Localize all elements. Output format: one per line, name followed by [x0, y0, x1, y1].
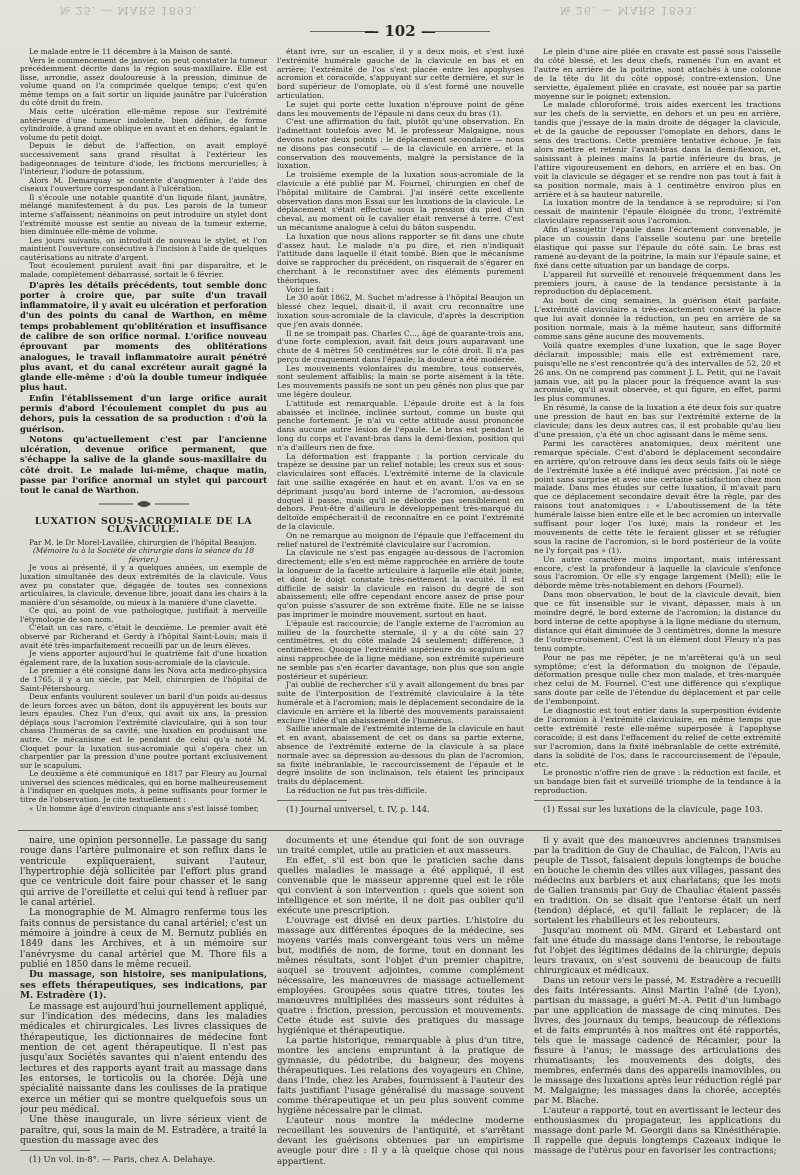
- paragraph: Le malade entre le 11 décembre à la Maison de santé.: [29, 48, 233, 56]
- section-ornament: [20, 496, 267, 512]
- top-column-1: [20, 48, 267, 823]
- paragraph: Le troisième exemple de la luxation sous-acromiale de la clavicule a été publié par M. Fournel, chirurgien en chef de l'hôpital militaire de Cambrai. J'ai inséré cette excellente observation dans mon Essai sur les luxations de la clavicule. Le déplacement s'était effectué sous la pression du pied d'un cheval, au moment où le cavalier était renversé à terre. C'est un mécanisme analogue à celui du bâton suspendu.: [277, 170, 524, 232]
- footnote-rule: [20, 1150, 90, 1151]
- paragraph: En effet, s'il est bon que le praticien sache dans quelles maladies le massage a été appliqué, il est convenable que le masseur apprenne quel est le rôle qui convient à son intervention : quels que soient son intelligence et son mérite, il ne doit pas oublier qu'il exécute une prescription.: [277, 856, 524, 917]
- paragraph: L'ouvrage est divisé en deux parties. L'histoire du massage aux différentes époques de la médecine, ses moyens variés mais convergeant tous vers un même but, modifiés de nom, de forme, tout en donnant les mêmes résultats, sont l'objet d'un premier chapitre, auquel se trouvent adjointes, comme complément nécessaire, les manœuvres de massage actuellement employées. Groupées sous quatre titres, toutes les manœuvres multipliées des masseurs sont réduites à quatre : friction, pression, percussion et mouvements. Cette étude est suivie des pratiques du massage hygiénique et thérapeutique.: [277, 916, 524, 1037]
- paragraph: Mais cette ulcération elle-même repose sur l'extrémité antérieure d'une tumeur indolente, bien définie, de forme cylindroïde, à grand axe oblique en avant et en dehors, égalant le volume du petit doigt.: [20, 107, 267, 142]
- page-header: [0, 22, 800, 42]
- paragraph: Un autre caractère moins important, mais intéressant encore, c'est la profondeur à laquelle la clavicule s'enfonce sous l'acromion. Or elle s'y engage largement (Mell); elle le déborde même très-notablement en dehors (Fournel).: [534, 554, 781, 591]
- paragraph: Le 30 août 1862, M. Suchet m'adresse à l'hôpital Beaujon un blessé chez lequel, disait-il, il avait cru reconnaître une luxation sous-acromiale de la clavicule, d'après la description que j'en avais donnée.: [277, 293, 524, 329]
- paragraph: Deux enfants voulurent soulever un baril d'un poids au-dessus de leurs forces avec un bâton, dont ils appuyèrent les bouts sur leurs épaules. Chez l'un d'eux, qui avait six ans, la pression déplaça sous l'acromion l'extrémité claviculaire, qui à son tour chassa l'humérus de sa cavité, une luxation en produisant une autre. Ce mécanisme est le pendant de celui qu'a noté M. Cloquet pour la luxation sus-acromiale qui s'opéra chez un charpentier par la pression d'une poutre portant exclusivement sur le scapulum.: [20, 692, 267, 770]
- paragraph: Le plein d'une aire pliée en cravate est passé sous l'aisselle du côté blessé, et les deux chefs, ramenés l'un en avant et l'autre en arrière de la poitrine, sont attachés à une colonne de la tête du lit du côté opposé; contre-extension. Une serviette, également pliée en cravate, est nouée par sa partie moyenne sur le poignet; extension.: [534, 48, 781, 101]
- paragraph: Il s'écoule une notable quantité d'un liquide filant, jaunâtre, mélangé manifestement à du pus. Les parois de la tumeur interne s'affaissent; néanmoins on peut introduire un stylet dont l'extrémité mousse est sentie au niveau de la tumeur externe, bien diminuée elle-même de volume.: [20, 192, 267, 237]
- paragraph: Le pronostic n'offre rien de grave : la réduction est facile, et un bandage bien fait et surveillé triomphe de la tendance à la reproduction.: [534, 768, 781, 796]
- paragraph: L'appareil fut surveillé et renouvelé fréquemment dans les premiers jours, à cause de la tendance persistante à la reproduction du déplacement.: [534, 269, 781, 297]
- paragraph: Jusqu'au moment où MM. Girard et Lebastard ont fait une étude du massage dans l'entorse, le reboutage fut l'objet des légitimes dédains de la chirurgie; depuis leurs travaux, on s'est souvenu de beaucoup de faits chirurgicaux et médicaux.: [534, 926, 781, 977]
- paragraph: Ce qui, au point de vue pathologique, justifiait à merveille l'étymologie de son nom.: [20, 606, 267, 624]
- paragraph: L'épaule est raccourcie; de l'angle externe de l'acromion au milieu de la fourchette sternale, il y a du côté sain 27 centimètres, et du côté malade 24 seulement; différence, 3 centimètres. Quoique l'extrémité supérieure du scapulum soit ainsi rapprochée de la ligne médiane, son extrémité supérieure ne semble pas s'en écarter davantage, non plus que son angle postérieur et supérieur.: [277, 618, 524, 681]
- paragraph: D'après les détails précédents, tout semble donc porter à croire que, par suite d'un travail inflammatoire, il y avait eu ulcération et perforation d'un des points du canal de Warthon, en même temps probablement qu'oblitération et insuffisance de calibre de son orifice normal. L'orifice nouveau éprouvant par moments des oblitérations analogues, le travail inflammatoire aurait pénétré plus avant, et du canal excréteur aurait gagné la glande elle-même : d'où la double tumeur indiquée plus haut.: [20, 279, 267, 393]
- paragraph: naire, une opinion personnelle. Le passage du sang rouge dans l'artère pulmonaire et son reflux dans le ventricule expliqueraient, suivant l'auteur, l'hypertrophie déjà sollicitée par l'effort plus grand que ce ventricule doit faire pour chasser et le sang qui arrive de l'oreillette et celui qui tend à refluer par le canal artériel.: [20, 836, 267, 909]
- section-divider: [18, 830, 782, 831]
- paragraph: Dans un retour vers le passé, M. Estradère a recueilli des faits intéressants. Ainsi Martin l'aîné (de Lyon), partisan du massage, a guéri M.-A. Petit d'un lumbago par une application de massage de cinq minutes. Des livres, des journaux du temps, beaucoup de réflexions et de faits empruntés à nos maîtres ont été rapportés, tels que le massage cadencé de Récamier, pour la fissure à l'anus; le massage des articulations des rhumatisants; les mouvements des doigts, des membres, enfermés dans des appareils inamovibles, ou le massage des luxations après leur réduction réglé par M. Malgaigne; les massages dans la chorée, acceptés par M. Blache.: [534, 976, 781, 1107]
- article-author: Par M. le Dr Morel-Lavallée, chirurgien de l'hôpital Beaujon.: [29, 537, 257, 547]
- paragraph: Tout écoulement purulent avait fini par disparaître, et le malade, complètement débarrassé, sortait le 6 février.: [20, 261, 267, 280]
- bleed-through-text-right: № 26. — MARS 1893.: [560, 4, 698, 17]
- paragraph: L'auteur a rapporté, tout en avertissant le lecteur des enthousiasmes du propagateur, les applications du massage dont parle M. Georgii dans sa Kinésithérapie. Il rappelle que depuis longtemps Cazeaux indique le massage de l'utérus pour en favoriser les contractions;: [534, 1106, 781, 1157]
- paragraph: La clavicule ne s'est pas engagée au-dessous de l'acromion directement; elle s'en est même rapprochée en arrière de toute la longueur de la facette articulaire à laquelle elle était jointe, et dont le doigt constate très-nettement la vacuité. Il est difficile de saisir la clavicule en raison du degré de son abaissement; elle offre cependant encore assez de prise pour qu'on puisse s'assurer de son extrême fixité. Elle ne se laisse pas imprimer le moindre mouvement, surtout en haut.: [277, 548, 524, 619]
- paragraph: Le premier a été consigné dans les Nova acta medico-physica de 1765, il y a un siècle, par Mell, chirurgien de l'hôpital de Saint-Pétersbourg.: [20, 666, 267, 693]
- paragraph: Le malade chloroformé, trois aides exercent les tractions sur les chefs de la serviette, en dehors et un peu en arrière, tandis que j'essaye de la main droite de dégager la clavicule, et de la gauche de repousser l'omoplate en dehors, dans le sens des tractions. Cette première tentative échoue. Je fais alors mettre et retenir l'avant-bras dans la demi-flexion, et, saisissant à pleines mains la partie inférieure du bras, je l'attire vigoureusement en dehors, en arrière et en bas. On voit la clavicule se dégager et se rendre non pas tout à fait à sa position normale, mais à 1 centimètre environ plus en arrière et à sa hauteur naturelle.: [534, 100, 781, 199]
- header-rule-right: [426, 31, 490, 32]
- top-column-3: [534, 48, 781, 823]
- bleed-through-text-left: № 25. — MARS 1893.: [60, 4, 198, 17]
- paragraph: La partie historique, remarquable à plus d'un titre, montre les anciens empruntant à la pratique de gymnasie, du pédotribe, du baigneur, des moyens thérapeutiques. Les relations des voyageurs en Chine, dans l'Inde, chez les Arabes, fournissent à l'auteur des faits justifiant l'usage généralisé du massage souvent comme thérapeutique et un peu plus souvent comme hygiène nécessaire par le climat.: [277, 1036, 524, 1117]
- paragraph: Je viens apporter aujourd'hui le quatrième fait d'une luxation également rare, de la luxation sous-acromiale de la clavicule.: [20, 649, 267, 667]
- bottom-column-3: [534, 836, 781, 1166]
- paragraph: Afin d'assujettir l'épaule dans l'écartement convenable, je place un coussin dans l'aisselle soutenu par une bretelle élastique qui passe sur l'épaule du côté sain. Le bras est ramené au-devant de la poitrine, la main sur l'épaule saine, et fixé dans cette situation par un bandage de corps.: [534, 225, 781, 270]
- paragraph: Le sujet qui porte cette luxation n'éprouve point de gêne dans les mouvements de l'épaule ni dans ceux du bras (1).: [277, 99, 524, 118]
- footnote: (1) Essai sur les luxations de la clavicule, page 103.: [543, 804, 763, 815]
- footnote: (1) Journal universel, t. IV, p. 144.: [286, 803, 430, 814]
- article-title: LUXATION SOUS-ACROMIALE DE LA CLAVICULE.: [34, 515, 253, 536]
- paragraph: Au bout de cinq semaines, la guérison était parfaite. L'extrémité claviculaire a très-exactement conservé la place que lui avait donnée la réduction, un peu en arrière de sa position normale, mais à la même hauteur, sans difformité comme sans gêne aucune des mouvements.: [534, 296, 781, 341]
- paragraph: Le diagnostic est tout entier dans la superposition évidente de l'acromion à l'extrémité claviculaire, en même temps que cette extrémité reste elle-même superposée à l'apophyse coracoïde; il est dans l'effacement du relief de cette extrémité sur l'acromion, dans la fixité inébranlable de cette extrémité, dans la solidité de l'os, dans le raccourcissement de l'épaule, etc.: [534, 706, 781, 769]
- paragraph: La luxation que nous allons rapporter se fit dans une chute d'assez haut. Le malade n'a pu dire, et rien n'indiquait l'attitude dans laquelle il était tombé. Bien que le mécanisme doive se rapprocher du précédent, on risquerait de s'égarer en cherchant à le reconstituer avec des éléments purement théoriques.: [277, 231, 524, 285]
- review-rubric: Du massage, son histoire, ses manipulations, ses effets thérapeutiques, ses indications, par M. Estradère (1).: [20, 970, 267, 1002]
- paragraph: Le deuxième a été communiqué en 1817 par Fleury au Journal universel des sciences médicales, qui en borne malheureusement à l'indiquer en quelques mots, à peine suffisants pour former le titre de l'observation. Je cite textuellement :: [20, 769, 267, 805]
- paragraph: C'était un cas rare, c'était le deuxième. Le premier avait été observé par Richerand et Gerdy à l'hôpital Saint-Louis; mais il avait été très-imparfaitement recueilli par un de leurs élèves.: [20, 623, 267, 650]
- paragraph: Il ne se trompait pas. Charles C..., âgé de quarante-trois ans, d'une forte complexion, avait fait deux jours auparavant une chute de 4 mètres 50 centimètres sur le côté droit. Il n'a pas perçu de craquement dans l'épaule; la douleur a été modérée.: [277, 328, 524, 364]
- paragraph: J'ai oublié de rechercher s'il y avait allongement du bras par suite de l'interposition de l'extrémité claviculaire à la tête humérale et à l'acromion; mais le déplacement secondaire de la clavicule en arrière et la liberté des mouvements paraissaient exclure l'idée d'un abaissement de l'humérus.: [277, 680, 524, 725]
- paragraph: En résumé, la cause de la luxation a été deux fois sur quatre une pression de haut en bas sur l'extrémité externe de la clavicule; dans les deux autres cas, il est probable qu'au lieu d'une pression, ç'a été un choc agissant dans le même sens.: [534, 403, 781, 439]
- footnote: (1) Un vol. in-8°. — Paris, chez A. Delahaye.: [29, 1154, 216, 1165]
- paragraph: C'est une affirmation du fait, plutôt qu'une observation. En l'admettant toutefois avec M. le professeur Malgaigne, nous devons noter deux points : le déplacement secondaire — nous ne disons pas consécutif — de la clavicule en arrière, et la conservation des mouvements, malgré la persistance de la luxation.: [277, 117, 524, 171]
- paragraph: étant ivre, sur un escalier, il y a deux mois, et s'est luxé l'extrémité humérale gauche de la clavicule en bas et en arrière; l'extrémité de l'os s'est placée entre les apophyses acromion et coracoïde, s'appuyant sur cette dernière, et sur le bord supérieur de l'omoplate, où il s'est formé une nouvelle articulation.: [277, 48, 524, 100]
- paragraph: Le massage est aujourd'hui journellement appliqué, sur l'indication des médecins, dans les maladies médicales et chirurgicales. Les livres classiques de thérapeutique, les dictionnaires de médecine font mention de cet agent thérapeutique. Il n'est pas jusqu'aux Sociétés savantes qui n'aient entendu des lectures et des rapports ayant trait au massage dans les entorses, le torticolis ou la chorée. Déjà une spécialité naissante dans les coulisses de la pratique exerce un métier qui se montre quelquefois sous un jour peu médical.: [20, 1001, 267, 1115]
- paragraph: Saillie anormale de l'extrémité interne de la clavicule en haut et en avant, abaissement de cet os dans sa partie externe, absence de l'extrémité externe de la clavicule à sa place normale avec sa dépression au-dessous du plan de l'acromion, sa fixité inébranlable, le raccourcissement de l'épaule et le degré insolite de son inclinaison, tels étaient les principaux traits du déplacement.: [277, 724, 524, 787]
- bottom-column-2: [277, 836, 524, 1166]
- paragraph: Je vous ai présenté, il y a quelques années, un exemple de luxation simultanée des deux extrémités de la clavicule. Vous avez pu constater que, dégagée de toutes ses connexions articulaires, la clavicule, devenue libre, jouait dans les chairs à la manière d'un sésamoïde, ou mieux à la manière d'une clavette.: [20, 563, 267, 607]
- paragraph: La déformation est frappante : la portion cervicale du trapèze se dessine par un relief notable; les creux sus et sous-claviculaires sont effacés. L'extrémité interne de la clavicule fait une saillie exagérée en haut et en avant. L'os va en se déprimant jusqu'au bord interne de l'acromion, au-dessous duquel il passe, mais qu'il ne déborde pas sensiblement en dehors. Peut-être d'ailleurs le développement très-marqué du deltoïde empêcherait-il de reconnaître en ce point l'extrémité de la clavicule.: [277, 451, 524, 532]
- paragraph: On ne remarque au moignon de l'épaule que l'effacement du relief naturel de l'extrémité claviculaire sur l'acromion.: [277, 530, 524, 549]
- paragraph: L'auteur nous montre la médecine moderne recueillant les souvenirs de l'antiquité, et s'arrêtant devant les guérisons obtenues par un empirisme aveugle pour dire : Il y a là quelque chose qui nous appartient.: [277, 1116, 524, 1166]
- footnote-rule: [534, 800, 604, 801]
- page-number: — 102 —: [364, 22, 436, 40]
- footnote-rule: [277, 800, 347, 801]
- paragraph: Une thèse inaugurale, un livre sérieux vient de paraître, qui, sous la main de M. Estradère, a traité la question du massage avec des: [20, 1115, 267, 1146]
- top-column-2: [277, 48, 524, 823]
- paragraph: Voilà quatre exemples d'une luxation, que le sage Boyer déclarait impossible; mais elle est extrêmement rare, puisqu'elle ne s'est rencontrée qu'à des intervalles de 52, 20 et 26 ans. On ne comprend pas comment J. L. Petit, qui ne l'avait jamais vue, ait pu la placer pour la fréquence avant la sus-acromiale, qu'il avait observée, et qui figure, en effet, parmi les plus communes.: [534, 340, 781, 404]
- paragraph: Les mouvements volontaires du membre, tous conservés, sont seulement affaiblis; la main se porte aisément à la tête. Les mouvements passifs ne sont un peu gênés non plus que par une légère douleur.: [277, 363, 524, 400]
- bottom-column-1: [20, 836, 267, 1166]
- paragraph: Pour ne pas me répéter, je ne m'arrêterai qu'à un seul symptôme; c'est la déformation du moignon de l'épaule, déformation presque nulle chez mon malade, et très-marquée chez celui de M. Fournel. C'est une différence qui s'explique sans doute par celle de l'étendue du déplacement et par celle de l'embonpoint.: [534, 652, 781, 707]
- paragraph: L'attitude est remarquable. L'épaule droite est à la fois abaissée et inclinée, inclinée surtout, comme un buste qui penche fortement. Je n'ai vu cette attitude aussi prononcée dans aucune autre lésion de l'épaule. Le bras est pendant le long du corps et l'avant-bras dans la demi-flexion, position qui n'a d'ailleurs rien de fixe.: [277, 398, 524, 452]
- paragraph: Parmi les caractères anatomiques, deux méritent une remarque spéciale. C'est d'abord le déplacement secondaire en arrière, qu'on retrouve dans les deux seuls faits où le siège de l'extrémité luxée a été indiqué avec précision. J'ai noté ce point sans surprise et avec une certaine satisfaction chez mon malade. Dans mes études sur cette luxation, il m'avait paru que ce déplacement secondaire devait être la règle, par des raisons tout anatomiques : « L'aboutissement de la tête humérale laisse bien entre elle et le bec acromien un intervalle suffisant pour loger l'os luxé; mais la rondeur et les mouvements de cette tête le feraient glisser et se réfugier sous la racine de l'acromion, si le bord postérieur de la voûte ne l'y forçait pas » (1).: [534, 438, 781, 555]
- paragraph: Enfin l'établissement d'un large orifice aurait permis d'abord l'écoulement complet du pus au dehors, puis la cessation de sa production : d'où la guérison.: [20, 392, 267, 434]
- paragraph: Voici le fait :: [286, 284, 335, 294]
- paragraph: Notons qu'actuellement c'est par l'ancienne ulcération, devenue orifice permanent, que s'échappe la salive de la glande sous-maxillaire du côté droit. Le malade lui-même, chaque matin, passe par l'orifice anormal un stylet qui parcourt tout le canal de Warthon.: [20, 433, 267, 496]
- paragraph: Les jours suivants, on introduit de nouveau le stylet, et l'on maintient l'ouverture consécutive à l'incision à l'aide de quelques cautérisations au nitrate d'argent.: [20, 235, 267, 262]
- paragraph: Depuis le début de l'affection, on avait employé successivement sans grand résultat à l'extérieur les badigeonnages de teinture d'iode, les frictions mercurielles; à l'intérieur, l'iodure de potassium.: [20, 141, 267, 177]
- paragraph: documents et une étendue qui font de son ouvrage un traité complet, utile au praticien et aux masseurs.: [277, 836, 524, 857]
- paragraph: « Un homme âgé d'environ cinquante ans s'est laissé tomber,: [29, 803, 259, 813]
- paragraph: La monographie de M. Almagro renferme tous les faits connus de persistance du canal artériel; c'est un mémoire à joindre à ceux de M. Bernutz publiés en 1849 dans les Archives, et à un mémoire sur l'anévrysme du canal artériel que M. Thore fils a publié en 1850 dans le même recueil.: [20, 908, 267, 971]
- paragraph: Il y avait que des manœuvres anciennes transmises par la tradition de Guy de Chauliac, de Falcon, l'Avis au peuple de Tissot, faisaient depuis longtemps de bouche en bouche le chemin des villes aux villages, passant des médecins aux barbiers et aux charlatans; que les mots de Galien transmis par Guy de Chauliac étaient passés en tradition. On se disait que l'entorse était un nerf (tendon) déplacé, et qu'il fallait le replacer; de là sortaient les rhabilleurs et les rebouteurs.: [534, 836, 781, 927]
- paragraph: Dans mon observation, le bout de la clavicule devait, bien que ce fût insensible sur le vivant, dépasser, mais à un moindre degré, le bord externe de l'acromion; la distance du bord interne de cette apophyse à la ligne médiane du sternum, distance qui était diminuée de 3 centimètres, donne la mesure de l'outre-croisement. C'est là un élément dont Fleury n'a pas tenu compte.: [534, 590, 781, 653]
- paragraph: La luxation montre de la tendance à se reproduire; si l'on cessait de maintenir l'épaule éloignée du tronc, l'extrémité claviculaire repasserait sous l'acromion.: [534, 198, 781, 226]
- paragraph: Vers le commencement de janvier, on peut constater la tumeur précédemment décrite dans la région sous-maxillaire. Elle est lisse, arrondie, assez douloureuse à la pression, diminue de volume quand on l'a comprimée quelque temps; c'est qu'en même temps on a fait sortir un liquide jaunâtre par l'ulcération du côté droit du frein.: [20, 55, 267, 108]
- article-source-note: (Mémoire lu à la Société de chirurgie dans la séance du 18 février.): [32, 546, 255, 564]
- paragraph: La réduction ne fut pas très-difficile.: [286, 785, 427, 795]
- paragraph: Alors M. Demarquay se contente d'augmenter à l'aide des ciseaux l'ouverture correspondant à l'ulcération.: [20, 175, 267, 194]
